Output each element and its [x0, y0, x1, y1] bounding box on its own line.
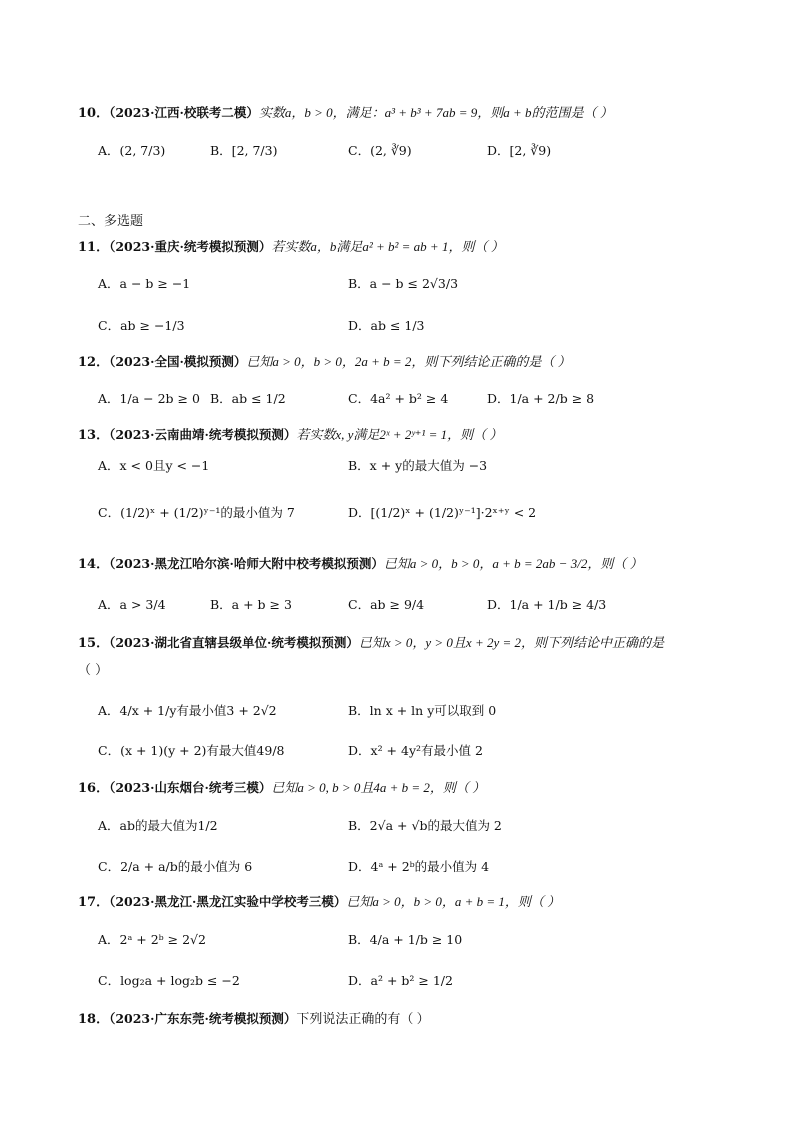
option-b: B．2√a + √b的最大值为 2 [348, 818, 502, 833]
question-11 [78, 237, 504, 258]
option-a: A．a > 3/4 [98, 597, 166, 612]
question-source: （2023·湖北省直辖县级单位·统考模拟预测） [109, 635, 359, 650]
option-b: B．x + y的最大值为 −3 [348, 458, 488, 473]
option-a: A．2ᵃ + 2ᵇ ≥ 2√2 [98, 932, 206, 947]
question-14 [78, 554, 643, 575]
option-d: D．1/a + 2/b ≥ 8 [487, 391, 595, 406]
question-source: （2023·重庆·统考模拟预测） [109, 239, 272, 254]
question-17 [78, 892, 560, 913]
option-d: D．ab ≤ 1/3 [348, 318, 425, 333]
question-15 [78, 633, 664, 654]
question-stem: 已知x > 0，y > 0且x + 2y = 2，则下列结论中正确的是 [358, 635, 665, 650]
option-c: C．(1/2)ˣ + (1/2)ʸ⁻¹的最小值为 7 [98, 505, 295, 520]
question-stem: 已知a > 0，b > 0，2a + b = 2，则下列结论正确的是（ ） [246, 354, 571, 369]
option-b: B．ab ≤ 1/2 [210, 391, 286, 406]
option-a: A．1/a − 2b ≥ 0 [98, 391, 200, 406]
option-b: B．a + b ≥ 3 [210, 597, 292, 612]
question-number: 18． [78, 1012, 110, 1027]
option-c: C．log₂a + log₂b ≤ −2 [98, 973, 240, 988]
question-number: 11． [78, 240, 110, 255]
question-12 [78, 352, 571, 373]
option-c: C．(x + 1)(y + 2)有最大值49/8 [98, 743, 285, 758]
question-18 [78, 1009, 430, 1030]
question-number: 10． [78, 106, 110, 121]
option-a: A．x < 0且y < −1 [98, 458, 210, 473]
question-source: （2023·全国·模拟预测） [109, 354, 247, 369]
option-b: B．a − b ≤ 2√3/3 [348, 276, 459, 291]
question-source: （2023·黑龙江·黑龙江实验中学校考三模） [109, 894, 347, 909]
question-number: 16． [78, 781, 110, 796]
question-stem: 已知a > 0，b > 0，a + b = 1，则（ ） [346, 894, 561, 909]
question-source: （2023·云南曲靖·统考模拟预测） [109, 427, 297, 442]
question-source: （2023·广东东莞·统考模拟预测） [109, 1011, 297, 1026]
option-b: B．[2, 7/3) [210, 143, 278, 158]
option-c: C．ab ≥ −1/3 [98, 318, 185, 333]
question-16 [78, 778, 485, 799]
question-15-continuation: （ ） [78, 663, 109, 678]
question-stem: 已知a > 0, b > 0且4a + b = 2，则（ ） [271, 780, 486, 795]
option-a: A．4/x + 1/y有最小值3 + 2√2 [98, 703, 277, 718]
option-d: D．x² + 4y²有最小值 2 [348, 743, 483, 758]
option-c: C．2/a + a/b的最小值为 6 [98, 859, 253, 874]
question-stem: 若实数x, y满足2ˣ + 2ʸ⁺¹ = 1，则（ ） [296, 427, 503, 442]
question-stem: 实数a，b > 0，满足：a³ + b³ + 7ab = 9，则a + b的范围是（ ） [258, 105, 613, 120]
option-d: D．1/a + 1/b ≥ 4/3 [487, 597, 607, 612]
option-c: C．4a² + b² ≥ 4 [348, 391, 449, 406]
option-b: B．ln x + ln y可以取到 0 [348, 703, 497, 718]
question-stem: 若实数a，b满足a² + b² = ab + 1，则（ ） [271, 239, 504, 254]
question-source: （2023·江西·校联考二模） [109, 105, 259, 120]
option-d: D．[2, ∛9) [487, 143, 552, 158]
option-b: B．4/a + 1/b ≥ 10 [348, 932, 463, 947]
option-a: A．ab的最大值为1/2 [98, 818, 218, 833]
question-number: 14． [78, 557, 110, 572]
section-title: 二、多选题 [78, 214, 144, 229]
question-stem: 已知a > 0，b > 0，a + b = 2ab − 3/2，则（ ） [383, 556, 643, 571]
question-source: （2023·黑龙江哈尔滨·哈师大附中校考模拟预测） [109, 556, 384, 571]
option-c: C．ab ≥ 9/4 [348, 597, 425, 612]
question-13 [78, 425, 502, 446]
option-a: A．(2, 7/3) [98, 143, 166, 158]
option-d: D．4ᵃ + 2ᵇ的最小值为 4 [348, 859, 490, 874]
option-d: D．[(1/2)ˣ + (1/2)ʸ⁻¹]·2ˣ⁺ʸ < 2 [348, 505, 537, 520]
question-stem: 下列说法正确的有（ ） [296, 1011, 430, 1026]
option-a: A．a − b ≥ −1 [98, 276, 191, 291]
question-number: 12． [78, 355, 110, 370]
question-number: 13． [78, 428, 110, 443]
question-source: （2023·山东烟台·统考三模） [109, 780, 272, 795]
question-10 [78, 103, 613, 124]
question-number: 17． [78, 895, 110, 910]
question-number: 15． [78, 636, 110, 651]
option-d: D．a² + b² ≥ 1/2 [348, 973, 453, 988]
option-c: C．(2, ∛9) [348, 143, 412, 158]
